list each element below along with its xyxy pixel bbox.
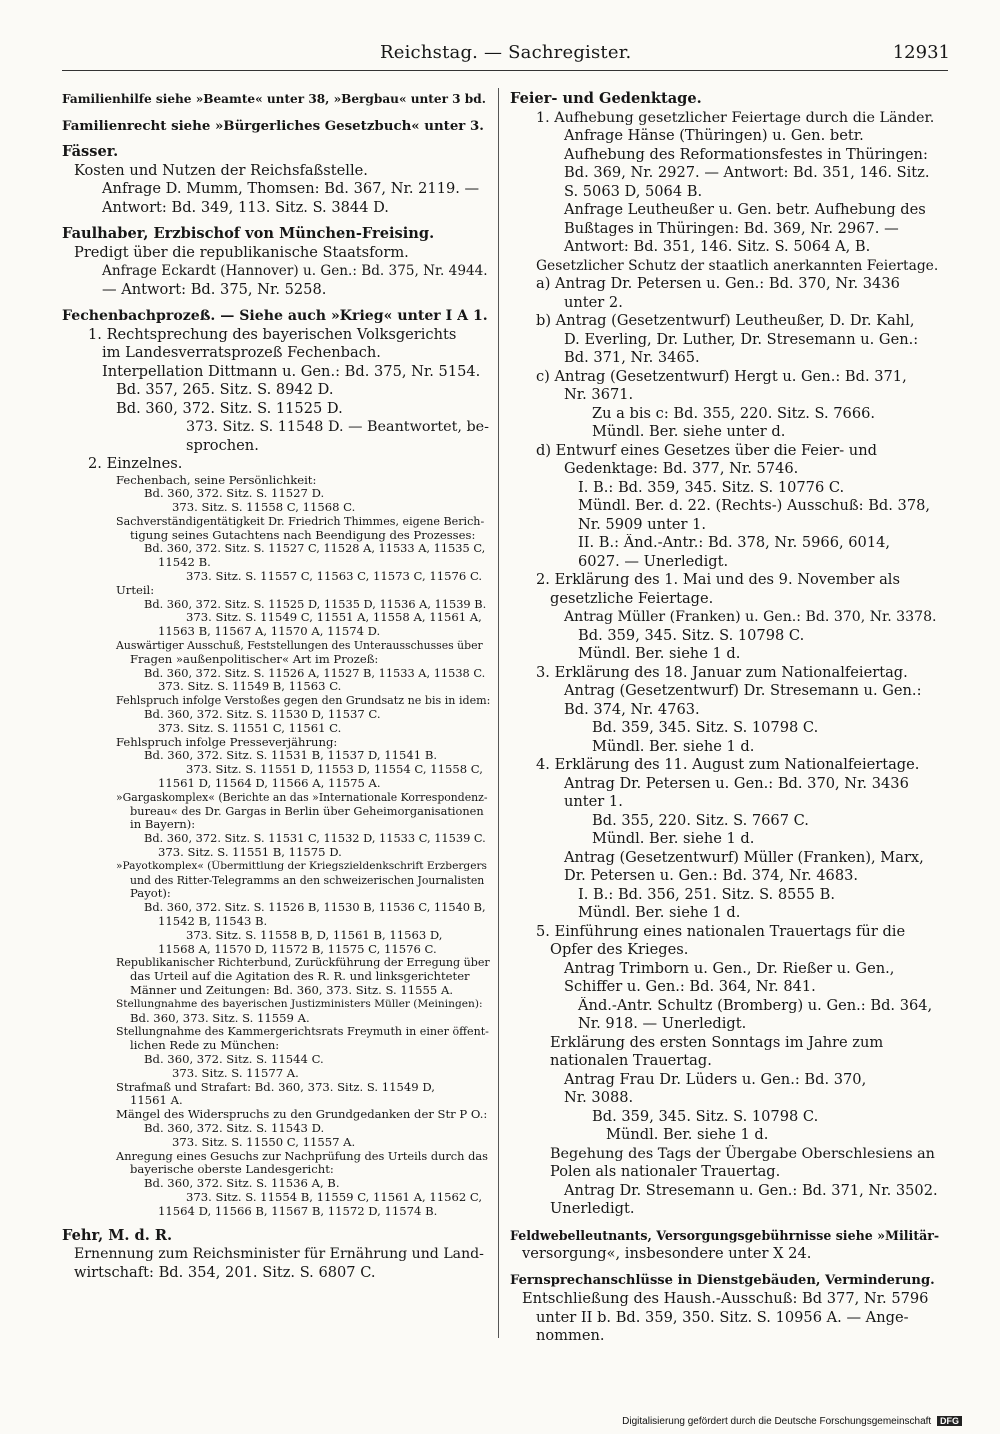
left-column-line: Bd. 357, 265. Sitz. S. 8942 D. xyxy=(116,381,334,398)
running-title: Reichstag. — Sachregister. xyxy=(380,42,632,63)
left-column-line: Fechenbach, seine Persönlichkeit: xyxy=(116,473,317,487)
left-column-line: 2. Einzelnes. xyxy=(88,455,183,472)
right-column-line: versorgung«, insbesondere unter X 24. xyxy=(522,1245,812,1262)
left-column-line: Fragen »außenpolitischer« Art im Prozeß: xyxy=(130,652,379,666)
right-column-line: Bd. 355, 220. Sitz. S. 7667 C. xyxy=(592,811,809,829)
right-column-line: 6027. — Unerledigt. xyxy=(578,552,729,570)
left-column-line: und des Ritter-Telegramms an den schweizerischen Journalisten xyxy=(130,873,485,887)
right-column-line: Entschließung des Haush.-Ausschuß: Bd 377, Nr. 5796 xyxy=(522,1290,929,1307)
left-column-line: 11568 A, 11570 D, 11572 B, 11575 C, 11576 C. xyxy=(158,942,437,956)
dfg-logo: DFG xyxy=(937,1416,962,1426)
left-column-line: — Antwort: Bd. 375, Nr. 5258. xyxy=(102,280,327,298)
right-column-line: nommen. xyxy=(536,1327,605,1344)
left-column-line: wirtschaft: Bd. 354, 201. Sitz. S. 6807 C. xyxy=(74,1263,376,1281)
right-column-line: I. B.: Bd. 356, 251. Sitz. S. 8555 B. xyxy=(578,885,835,903)
left-column-line: Bd. 360, 372. Sitz. S. 11527 C, 11528 A, 11533 A, 11535 C, xyxy=(144,542,486,556)
right-column-line: gesetzliche Feiertage. xyxy=(550,589,714,607)
right-column-line: Bd. 359, 345. Sitz. S. 10798 C. xyxy=(592,719,819,736)
left-column-line: Bd. 360, 372. Sitz. S. 11536 A, B. xyxy=(144,1177,340,1191)
right-column-line: Gesetzlicher Schutz der staatlich anerkannten Feiertage. xyxy=(536,257,939,274)
left-column-line: Bd. 360, 372. Sitz. S. 11527 D. xyxy=(144,487,325,501)
left-column-line: Bd. 360, 372. Sitz. S. 11543 D. xyxy=(144,1121,325,1135)
left-column-line: 373. Sitz. S. 11551 B, 11575 D. xyxy=(158,846,342,860)
right-column-line: 2. Erklärung des 1. Mai und des 9. November als xyxy=(536,571,900,588)
right-column-line: Anfrage Hänse (Thüringen) u. Gen. betr. xyxy=(564,127,864,144)
left-column-line: Bd. 360, 372. Sitz. S. 11525 D. xyxy=(116,399,343,417)
right-column-line: Aufhebung des Reformationsfestes in Thüringen: xyxy=(564,145,928,163)
right-column-line: a) Antrag Dr. Petersen u. Gen.: Bd. 370, Nr. 3436 xyxy=(536,275,900,292)
left-column-line: 373. Sitz. S. 11557 C, 11563 C, 11573 C, 11576 C. xyxy=(186,570,483,584)
left-column-line: 373. Sitz. S. 11550 C, 11557 A. xyxy=(172,1135,356,1149)
left-column-line: Anfrage Eckardt (Hannover) u. Gen.: Bd. 375, Nr. 4944. xyxy=(102,263,488,279)
right-column-line: Mündl. Ber. siehe 1 d. xyxy=(592,830,755,847)
left-column-line: 373. Sitz. S. 11554 B, 11559 C, 11561 A, 11562 C, xyxy=(186,1190,483,1204)
left-column-line: Payot): xyxy=(130,887,171,901)
left-column-line: Kosten und Nutzen der Reichsfaßstelle. xyxy=(74,161,368,179)
left-column-line: tigung seines Gutachtens nach Beendigung des Prozesses: xyxy=(130,528,476,542)
right-column-line: Schiffer u. Gen.: Bd. 364, Nr. 841. xyxy=(564,978,816,995)
left-column-line: 11542 B. xyxy=(158,556,211,570)
left-column-line: »Gargaskomplex« (Berichte an das »Internationale Korrespondenz- xyxy=(116,790,488,804)
left-column-line: Republikanischer Richterbund, Zurückführung der Erregung über xyxy=(116,956,490,970)
left-column-line: Sachverständigentätigkeit Dr. Friedrich Thimmes, eigene Berich- xyxy=(116,514,485,528)
right-column-line: Gedenktage: Bd. 377, Nr. 5746. xyxy=(564,460,799,477)
right-column-line: Antrag Trimborn u. Gen., Dr. Rießer u. Gen., xyxy=(564,959,895,977)
right-column-line: Bd. 369, Nr. 2927. — Antwort: Bd. 351, 146. Sitz. xyxy=(564,164,930,181)
right-column-line: Bd. 359, 345. Sitz. S. 10798 C. xyxy=(592,1107,819,1125)
left-column-line: »Payotkomplex« (Übermittlung der Kriegszieldenkschrift Erzbergers xyxy=(116,859,487,872)
left-column-line: Strafmaß und Strafart: Bd. 360, 373. Sitz. S. 11549 D, xyxy=(116,1080,435,1094)
right-column-line: Mündl. Ber. siehe 1 d. xyxy=(578,645,741,662)
left-column-line: Predigt über die republikanische Staatsform. xyxy=(74,243,409,261)
left-column-line: Stellungnahme des Kammergerichtsrats Freymuth in einer öffent- xyxy=(116,1025,489,1039)
footer-credit: Digitalisierung gefördert durch die Deutsche Forschungsgemeinschaft xyxy=(622,1416,932,1427)
right-column-line: Antrag (Gesetzentwurf) Müller (Franken), Marx, xyxy=(564,848,924,866)
left-column-entry-heading: Faulhaber, Erzbischof von München-Freising. xyxy=(62,225,435,242)
right-column-entry-heading: Feldwebelleutnants, Versorgungsgebührnisse siehe »Militär- xyxy=(510,1227,940,1243)
right-column-line: 1. Aufhebung gesetzlicher Feiertage durch die Länder. xyxy=(536,109,935,126)
right-column-entry-heading: Fernsprechanschlüsse in Dienstgebäuden, Verminderung. xyxy=(510,1272,935,1288)
right-column xyxy=(510,90,940,1345)
right-column-line: Mündl. Ber. siehe 1 d. xyxy=(578,904,741,921)
right-column-line: nationalen Trauertag. xyxy=(550,1052,712,1069)
left-column-line: Ernennung zum Reichsminister für Ernährung und Land- xyxy=(74,1246,484,1263)
right-column-line: Unerledigt. xyxy=(550,1200,635,1217)
left-column-line: Fehlspruch infolge Presseverjährung: xyxy=(116,735,338,749)
left-column-line: 373. Sitz. S. 11548 D. — Beantwortet, be- xyxy=(186,419,489,435)
left-column-line: Stellungnahme des bayerischen Justizministers Müller (Meiningen): xyxy=(116,997,483,1010)
left-column-line: 373. Sitz. S. 11577 A. xyxy=(172,1066,299,1080)
left-column-line: Bd. 360, 372. Sitz. S. 11530 D, 11537 C. xyxy=(144,708,381,722)
left-column-line: 11542 B, 11543 B. xyxy=(158,915,268,928)
left-column-line: bureau« des Dr. Gargas in Berlin über Geheimorganisationen xyxy=(130,804,484,818)
right-column-line: Begehung des Tags der Übergabe Oberschlesiens an xyxy=(550,1145,935,1162)
page-header xyxy=(70,40,950,70)
footer xyxy=(622,1416,962,1427)
left-column-entry-heading: Fässer. xyxy=(62,143,119,160)
right-column-line: Bd. 374, Nr. 4763. xyxy=(564,700,700,718)
right-column-line: Mündl. Ber. siehe unter d. xyxy=(592,423,786,440)
left-column-line: Bd. 360, 372. Sitz. S. 11531 C, 11532 D, 11533 C, 11539 C. xyxy=(144,832,486,846)
right-column-line: d) Entwurf eines Gesetzes über die Feier- und xyxy=(536,441,877,459)
left-column-line: 11561 D, 11564 D, 11566 A, 11575 A. xyxy=(158,777,381,791)
left-column-line: Bd. 360, 372. Sitz. S. 11526 A, 11527 B, 11533 A, 11538 C. xyxy=(144,666,486,680)
left-column-line: Bd. 360, 372. Sitz. S. 11526 B, 11530 B, 11536 C, 11540 B, xyxy=(144,901,486,915)
right-column-line: Mündl. Ber. siehe 1 d. xyxy=(606,1126,769,1143)
left-column-entry-heading: Fehr, M. d. R. xyxy=(62,1226,173,1244)
left-column-line: Männer und Zeitungen: Bd. 360, 373. Sitz. S. 11555 A. xyxy=(130,983,454,997)
left-column-line: lichen Rede zu München: xyxy=(130,1039,280,1053)
right-column-line: Antrag Dr. Petersen u. Gen.: Bd. 370, Nr. 3436 xyxy=(564,774,909,792)
left-column-entry-heading: Familienhilfe siehe »Beamte« unter 38, »Bergbau« unter 3 bd. xyxy=(62,92,486,106)
right-column-line: Antrag (Gesetzentwurf) Dr. Stresemann u. Gen.: xyxy=(564,682,922,699)
right-column-line: Mündl. Ber. d. 22. (Rechts-) Ausschuß: Bd. 378, xyxy=(578,497,931,514)
left-column-line: Fehlspruch infolge Verstoßes gegen den Grundsatz ne bis in idem: xyxy=(116,694,490,708)
right-column-line: Erklärung des ersten Sonntags im Jahre zum xyxy=(550,1033,884,1051)
left-column-line: 11564 D, 11566 B, 11567 B, 11572 D, 11574 B. xyxy=(158,1204,438,1218)
left-column-line: 11563 B, 11567 A, 11570 A, 11574 D. xyxy=(158,625,381,639)
left-column-line: das Urteil auf die Agitation des R. R. und linksgerichteter xyxy=(130,970,470,984)
left-column-line: Bd. 360, 372. Sitz. S. 11531 B, 11537 D, 11541 B. xyxy=(144,749,438,763)
left-column-line: in Bayern): xyxy=(130,818,196,832)
left-column-line: 373. Sitz. S. 11549 B, 11563 C. xyxy=(158,680,342,694)
left-column-entry-heading: Fechenbachprozeß. — Siehe auch »Krieg« unter I A 1. xyxy=(62,308,488,324)
left-column-line: Antwort: Bd. 349, 113. Sitz. S. 3844 D. xyxy=(102,198,389,216)
right-column-line: Antwort: Bd. 351, 146. Sitz. S. 5064 A, B. xyxy=(564,238,871,255)
right-column-entry-heading: Feier- und Gedenktage. xyxy=(510,90,702,107)
right-column-line: unter 1. xyxy=(564,793,623,810)
right-column-line: Anfrage Leutheußer u. Gen. betr. Aufhebung des xyxy=(564,201,926,218)
right-column-line: I. B.: Bd. 359, 345. Sitz. S. 10776 C. xyxy=(578,478,845,496)
left-column-entry-heading: Familienrecht siehe »Bürgerliches Gesetzbuch« unter 3. xyxy=(62,117,484,134)
right-column-line: Nr. 3671. xyxy=(564,386,634,403)
left-column-line: 11561 A. xyxy=(130,1094,183,1108)
left-column-line: Bd. 360, 372. Sitz. S. 11525 D, 11535 D, 11536 A, 11539 B. xyxy=(144,597,487,611)
left-column-line: 1. Rechtsprechung des bayerischen Volksgerichts xyxy=(88,325,457,343)
left-column-line: 373. Sitz. S. 11549 C, 11551 A, 11558 A, 11561 A, xyxy=(186,611,482,625)
left-column-line: Auswärtiger Ausschuß, Feststellungen des Unterausschusses über xyxy=(116,639,483,653)
left-column xyxy=(62,90,490,1345)
left-column-line: bayerische oberste Landesgericht: xyxy=(130,1163,334,1177)
right-column-line: Polen als nationaler Trauertag. xyxy=(550,1163,781,1180)
left-column-line: sprochen. xyxy=(186,436,259,454)
right-column-line: 5. Einführung eines nationalen Trauertags für die xyxy=(536,922,906,940)
right-column-line: unter 2. xyxy=(564,293,623,311)
header-rule xyxy=(62,70,948,71)
right-column-line: Bd. 371, Nr. 3465. xyxy=(564,349,700,366)
right-column-line: Nr. 5909 unter 1. xyxy=(578,515,707,533)
right-column-line: Opfer des Krieges. xyxy=(550,941,689,958)
left-column-line: 373. Sitz. S. 11551 D, 11553 D, 11554 C, 11558 C, xyxy=(186,763,483,777)
left-column-line: 373. Sitz. S. 11551 C, 11561 C. xyxy=(158,721,342,735)
right-column-line: Antrag Müller (Franken) u. Gen.: Bd. 370, Nr. 3378. xyxy=(564,609,937,625)
right-column-line: Nr. 918. — Unerledigt. xyxy=(578,1015,747,1032)
right-column-line: Dr. Petersen u. Gen.: Bd. 374, Nr. 4683. xyxy=(564,867,859,884)
right-column-line: Antrag Dr. Stresemann u. Gen.: Bd. 371, Nr. 3502. xyxy=(564,1181,938,1199)
left-column-line: im Landesverratsprozeß Fechenbach. xyxy=(102,344,381,361)
right-column-line: Änd.-Antr. Schultz (Bromberg) u. Gen.: Bd. 364, xyxy=(578,996,933,1014)
left-column-line: Interpellation Dittmann u. Gen.: Bd. 375, Nr. 5154. xyxy=(102,362,481,380)
left-column-line: 373. Sitz. S. 11558 B, D, 11561 B, 11563 D, xyxy=(186,928,443,942)
left-column-line: Bd. 360, 372. Sitz. S. 11544 C. xyxy=(144,1052,324,1066)
left-column-line: Anregung eines Gesuchs zur Nachprüfung des Urteils durch das xyxy=(116,1149,488,1163)
right-column-line: Bußtages in Thüringen: Bd. 369, Nr. 2967. — xyxy=(564,219,899,237)
right-column-line: II. B.: Änd.-Antr.: Bd. 378, Nr. 5966, 6014, xyxy=(578,534,891,551)
right-column-line: Nr. 3088. xyxy=(564,1089,634,1106)
left-column-line: Mängel des Widerspruchs zu den Grundgedanken der Str P O.: xyxy=(116,1108,488,1122)
right-column-line: D. Everling, Dr. Luther, Dr. Stresemann u. Gen.: xyxy=(564,330,919,348)
right-column-line: S. 5063 D, 5064 B. xyxy=(564,182,703,200)
right-column-line: Zu a bis c: Bd. 355, 220. Sitz. S. 7666. xyxy=(592,404,876,422)
right-column-line: b) Antrag (Gesetzentwurf) Leutheußer, D. Dr. Kahl, xyxy=(536,312,915,329)
right-column-line: 4. Erklärung des 11. August zum Nationalfeiertage. xyxy=(536,756,920,773)
left-column-line: Urteil: xyxy=(116,583,155,597)
page-number: 12931 xyxy=(892,42,950,63)
right-column-line: 3. Erklärung des 18. Januar zum Nationalfeiertag. xyxy=(536,663,908,681)
right-column-line: c) Antrag (Gesetzentwurf) Hergt u. Gen.: Bd. 371, xyxy=(536,367,907,385)
right-column-line: Mündl. Ber. siehe 1 d. xyxy=(592,737,755,755)
left-column-line: Anfrage D. Mumm, Thomsen: Bd. 367, Nr. 2119. — xyxy=(102,180,480,197)
left-column-line: 373. Sitz. S. 11558 C, 11568 C. xyxy=(172,501,356,515)
right-column-line: Antrag Frau Dr. Lüders u. Gen.: Bd. 370, xyxy=(564,1070,867,1088)
column-divider xyxy=(498,88,499,1338)
left-column-line: Bd. 360, 373. Sitz. S. 11559 A. xyxy=(130,1011,310,1025)
right-column-line: Bd. 359, 345. Sitz. S. 10798 C. xyxy=(578,626,805,644)
right-column-line: unter II b. Bd. 359, 350. Sitz. S. 10956 A. — Ange- xyxy=(536,1308,909,1326)
